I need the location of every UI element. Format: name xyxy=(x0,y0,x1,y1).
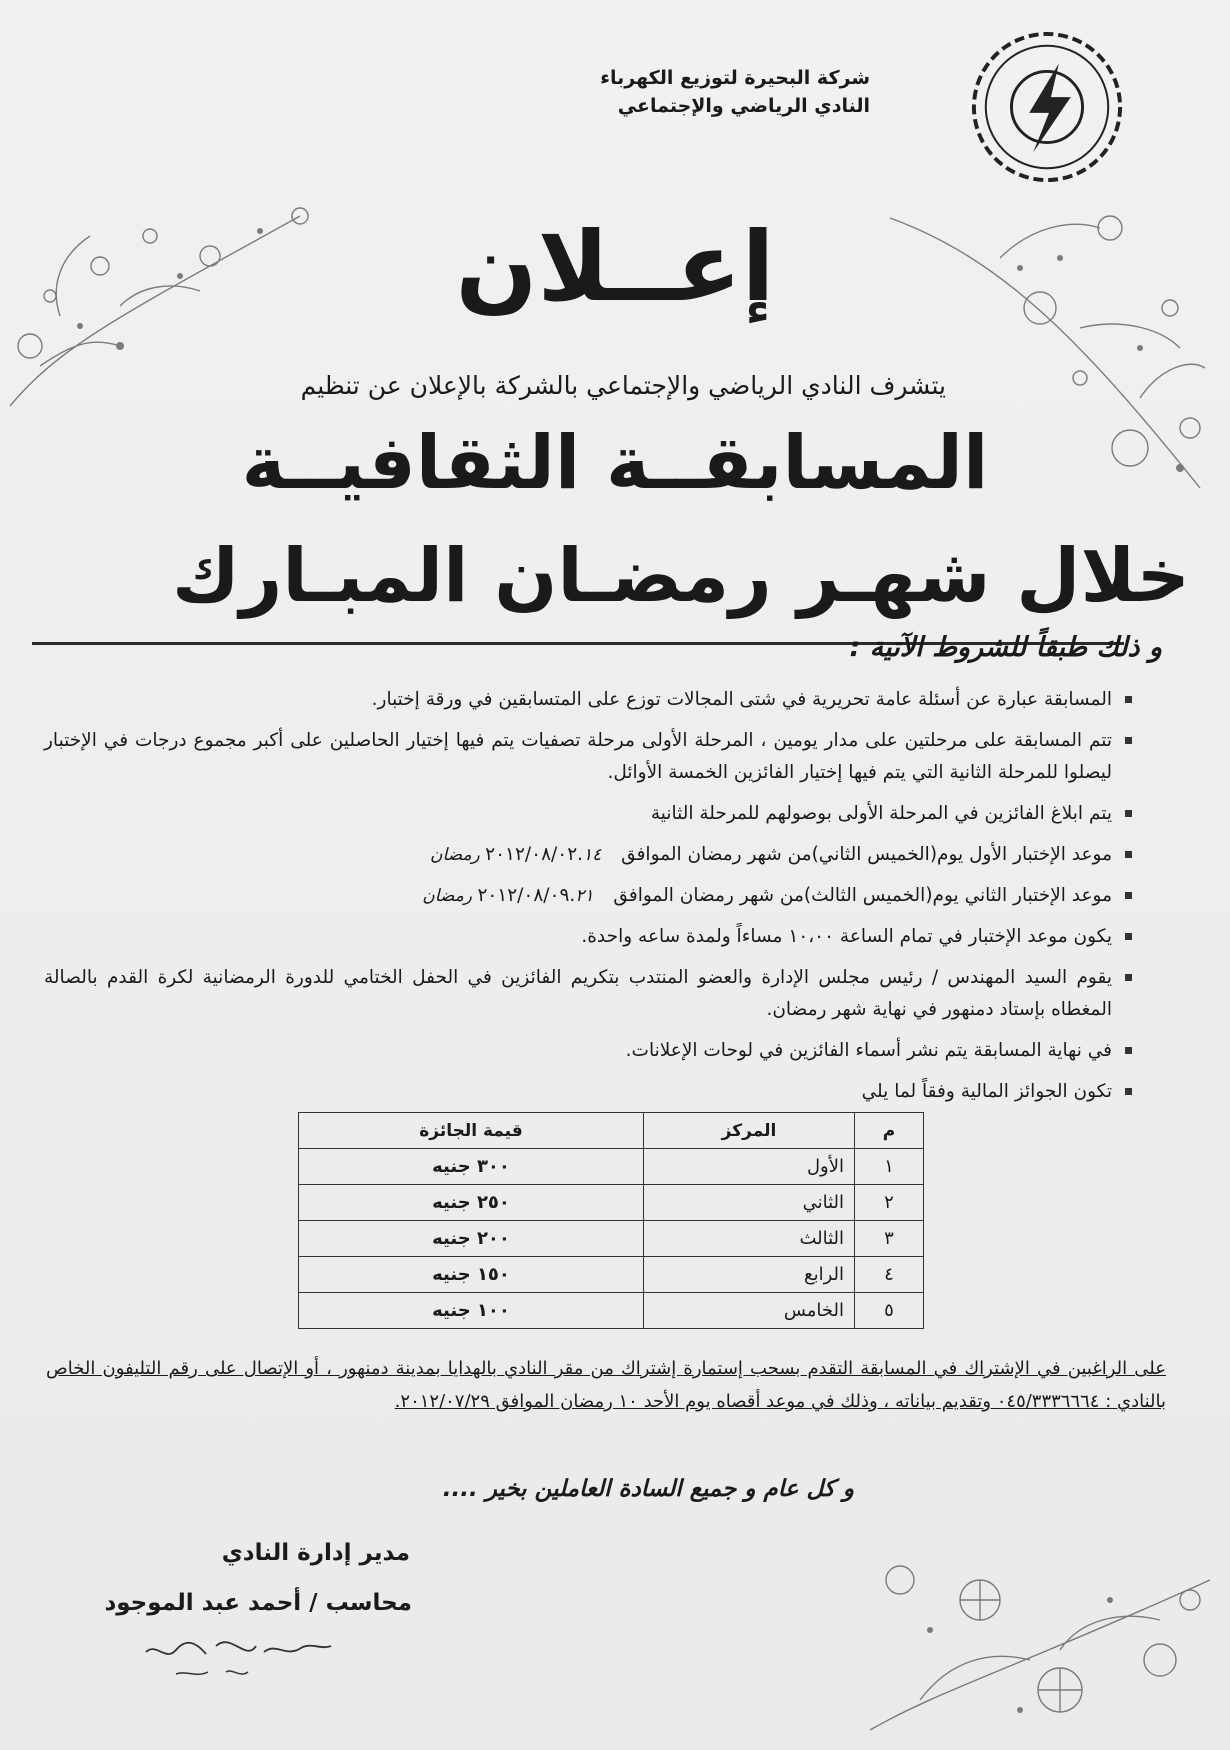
table-row xyxy=(299,1185,924,1221)
row-rank: الخامس xyxy=(644,1293,855,1329)
handwritten-note: ١٤ رمضان xyxy=(430,845,602,865)
list-item xyxy=(44,921,1134,953)
row-prize: ٢٥٠ جنيه xyxy=(299,1185,644,1221)
list-item xyxy=(44,880,1134,912)
row-number: ٥ xyxy=(855,1293,924,1329)
registration-paragraph: على الراغبين في الإشتراك في المسابقة التقدم بسحب إستمارة إشتراك من مقر النادي بالهدايا بمدينة دمنهور ، أو الإتصال على رقم التليفون الخاص بالنادي : ٠٤٥/٣٣٣٦٦٦٤ وتقديم بياناته ، وذلك في موعد أقصاه يوم الأحد ١٠ رمضان الموافق ٢٠١٢/٠٧/٢٩. xyxy=(46,1358,1166,1412)
handwritten-signature-icon xyxy=(136,1622,336,1692)
row-rank: الرابع xyxy=(644,1257,855,1293)
header-number: م xyxy=(855,1113,924,1149)
table-row xyxy=(299,1257,924,1293)
header-prize: قيمة الجائزة xyxy=(299,1113,644,1149)
list-item xyxy=(44,725,1134,789)
closing-greeting: و كل عام و جميع السادة العاملين بخير .... xyxy=(442,1476,854,1502)
signature-title: مدير إدارة النادي xyxy=(221,1540,410,1566)
row-number: ٣ xyxy=(855,1221,924,1257)
competition-title: المسابقــة الثقافيــة xyxy=(241,420,989,506)
row-rank: الأول xyxy=(644,1149,855,1185)
row-number: ٢ xyxy=(855,1185,924,1221)
list-item xyxy=(44,684,1134,716)
list-item xyxy=(44,1076,1134,1108)
condition-text: تكون الجوائز المالية وفقاً لما يلي xyxy=(861,1081,1112,1102)
row-rank: الثاني xyxy=(644,1185,855,1221)
period-title: خلال شهـر رمضـان المبـارك xyxy=(171,533,1190,619)
signature-name: محاسب / أحمد عبد الموجود xyxy=(104,1590,412,1616)
announcement-intro: يتشرف النادي الرياضي والإجتماعي بالشركة بالإعلان عن تنظيم xyxy=(300,371,946,400)
condition-text: المسابقة عبارة عن أسئلة عامة تحريرية في شتى المجالات توزع على المتسابقين في ورقة إختبار. xyxy=(371,689,1112,710)
table-header-row xyxy=(299,1113,924,1149)
table-row xyxy=(299,1293,924,1329)
row-number: ٤ xyxy=(855,1257,924,1293)
row-prize: ٣٠٠ جنيه xyxy=(299,1149,644,1185)
list-item xyxy=(44,1035,1134,1067)
table-row xyxy=(299,1221,924,1257)
condition-text: يكون موعد الإختبار في تمام الساعة ١٠،٠٠ مساءاً ولمدة ساعه واحدة. xyxy=(581,926,1112,947)
condition-text: موعد الإختبار الأول يوم(الخميس الثاني)من شهر رمضان الموافق ٢٠١٢/٠٨/٠٢. xyxy=(485,844,1112,865)
prize-table xyxy=(298,1112,924,1329)
condition-text: تتم المسابقة على مرحلتين على مدار يومين ، المرحلة الأولى مرحلة تصفيات يتم فيها إختيار الحاصلين على أكبر مجموع درجات في الإختبار ليصلوا للمرحلة الثانية التي يتم فيها إختيار الفائزين الخمسة الأوائل. xyxy=(44,730,1112,783)
list-item xyxy=(44,839,1134,871)
club-name: النادي الرياضي والإجتماعي xyxy=(617,95,870,117)
list-item xyxy=(44,798,1134,830)
row-prize: ٢٠٠ جنيه xyxy=(299,1221,644,1257)
row-number: ١ xyxy=(855,1149,924,1185)
conditions-list xyxy=(44,684,1134,1117)
row-prize: ١٥٠ جنيه xyxy=(299,1257,644,1293)
company-header xyxy=(600,64,870,120)
floral-ornament-bottom-right-icon xyxy=(860,1540,1220,1740)
table-row xyxy=(299,1149,924,1185)
company-logo-icon xyxy=(968,28,1126,186)
condition-text: يقوم السيد المهندس / رئيس مجلس الإدارة والعضو المنتدب بتكريم الفائزين في الحفل الختامي للدورة الرمضانية لكرة القدم بالصالة المغطاه بإستاد دمنهور في نهاية شهر رمضان. xyxy=(44,967,1112,1020)
company-name: شركة البحيرة لتوزيع الكهرباء xyxy=(600,67,870,89)
condition-text: موعد الإختبار الثاني يوم(الخميس الثالث)من شهر رمضان الموافق ٢٠١٢/٠٨/٠٩. xyxy=(477,885,1112,906)
announcement-title: إعــلان xyxy=(455,211,775,323)
condition-text: يتم ابلاغ الفائزين في المرحلة الأولى بوصولهم للمرحلة الثانية xyxy=(650,803,1112,824)
row-prize: ١٠٠ جنيه xyxy=(299,1293,644,1329)
row-rank: الثالث xyxy=(644,1221,855,1257)
handwritten-note: ٢١ رمضان xyxy=(422,886,594,906)
conditions-heading: و ذلك طبقاً للشروط الآتية : xyxy=(849,632,1162,663)
header-rank: المركز xyxy=(644,1113,855,1149)
condition-text: في نهاية المسابقة يتم نشر أسماء الفائزين في لوحات الإعلانات. xyxy=(625,1040,1112,1061)
list-item xyxy=(44,962,1134,1026)
